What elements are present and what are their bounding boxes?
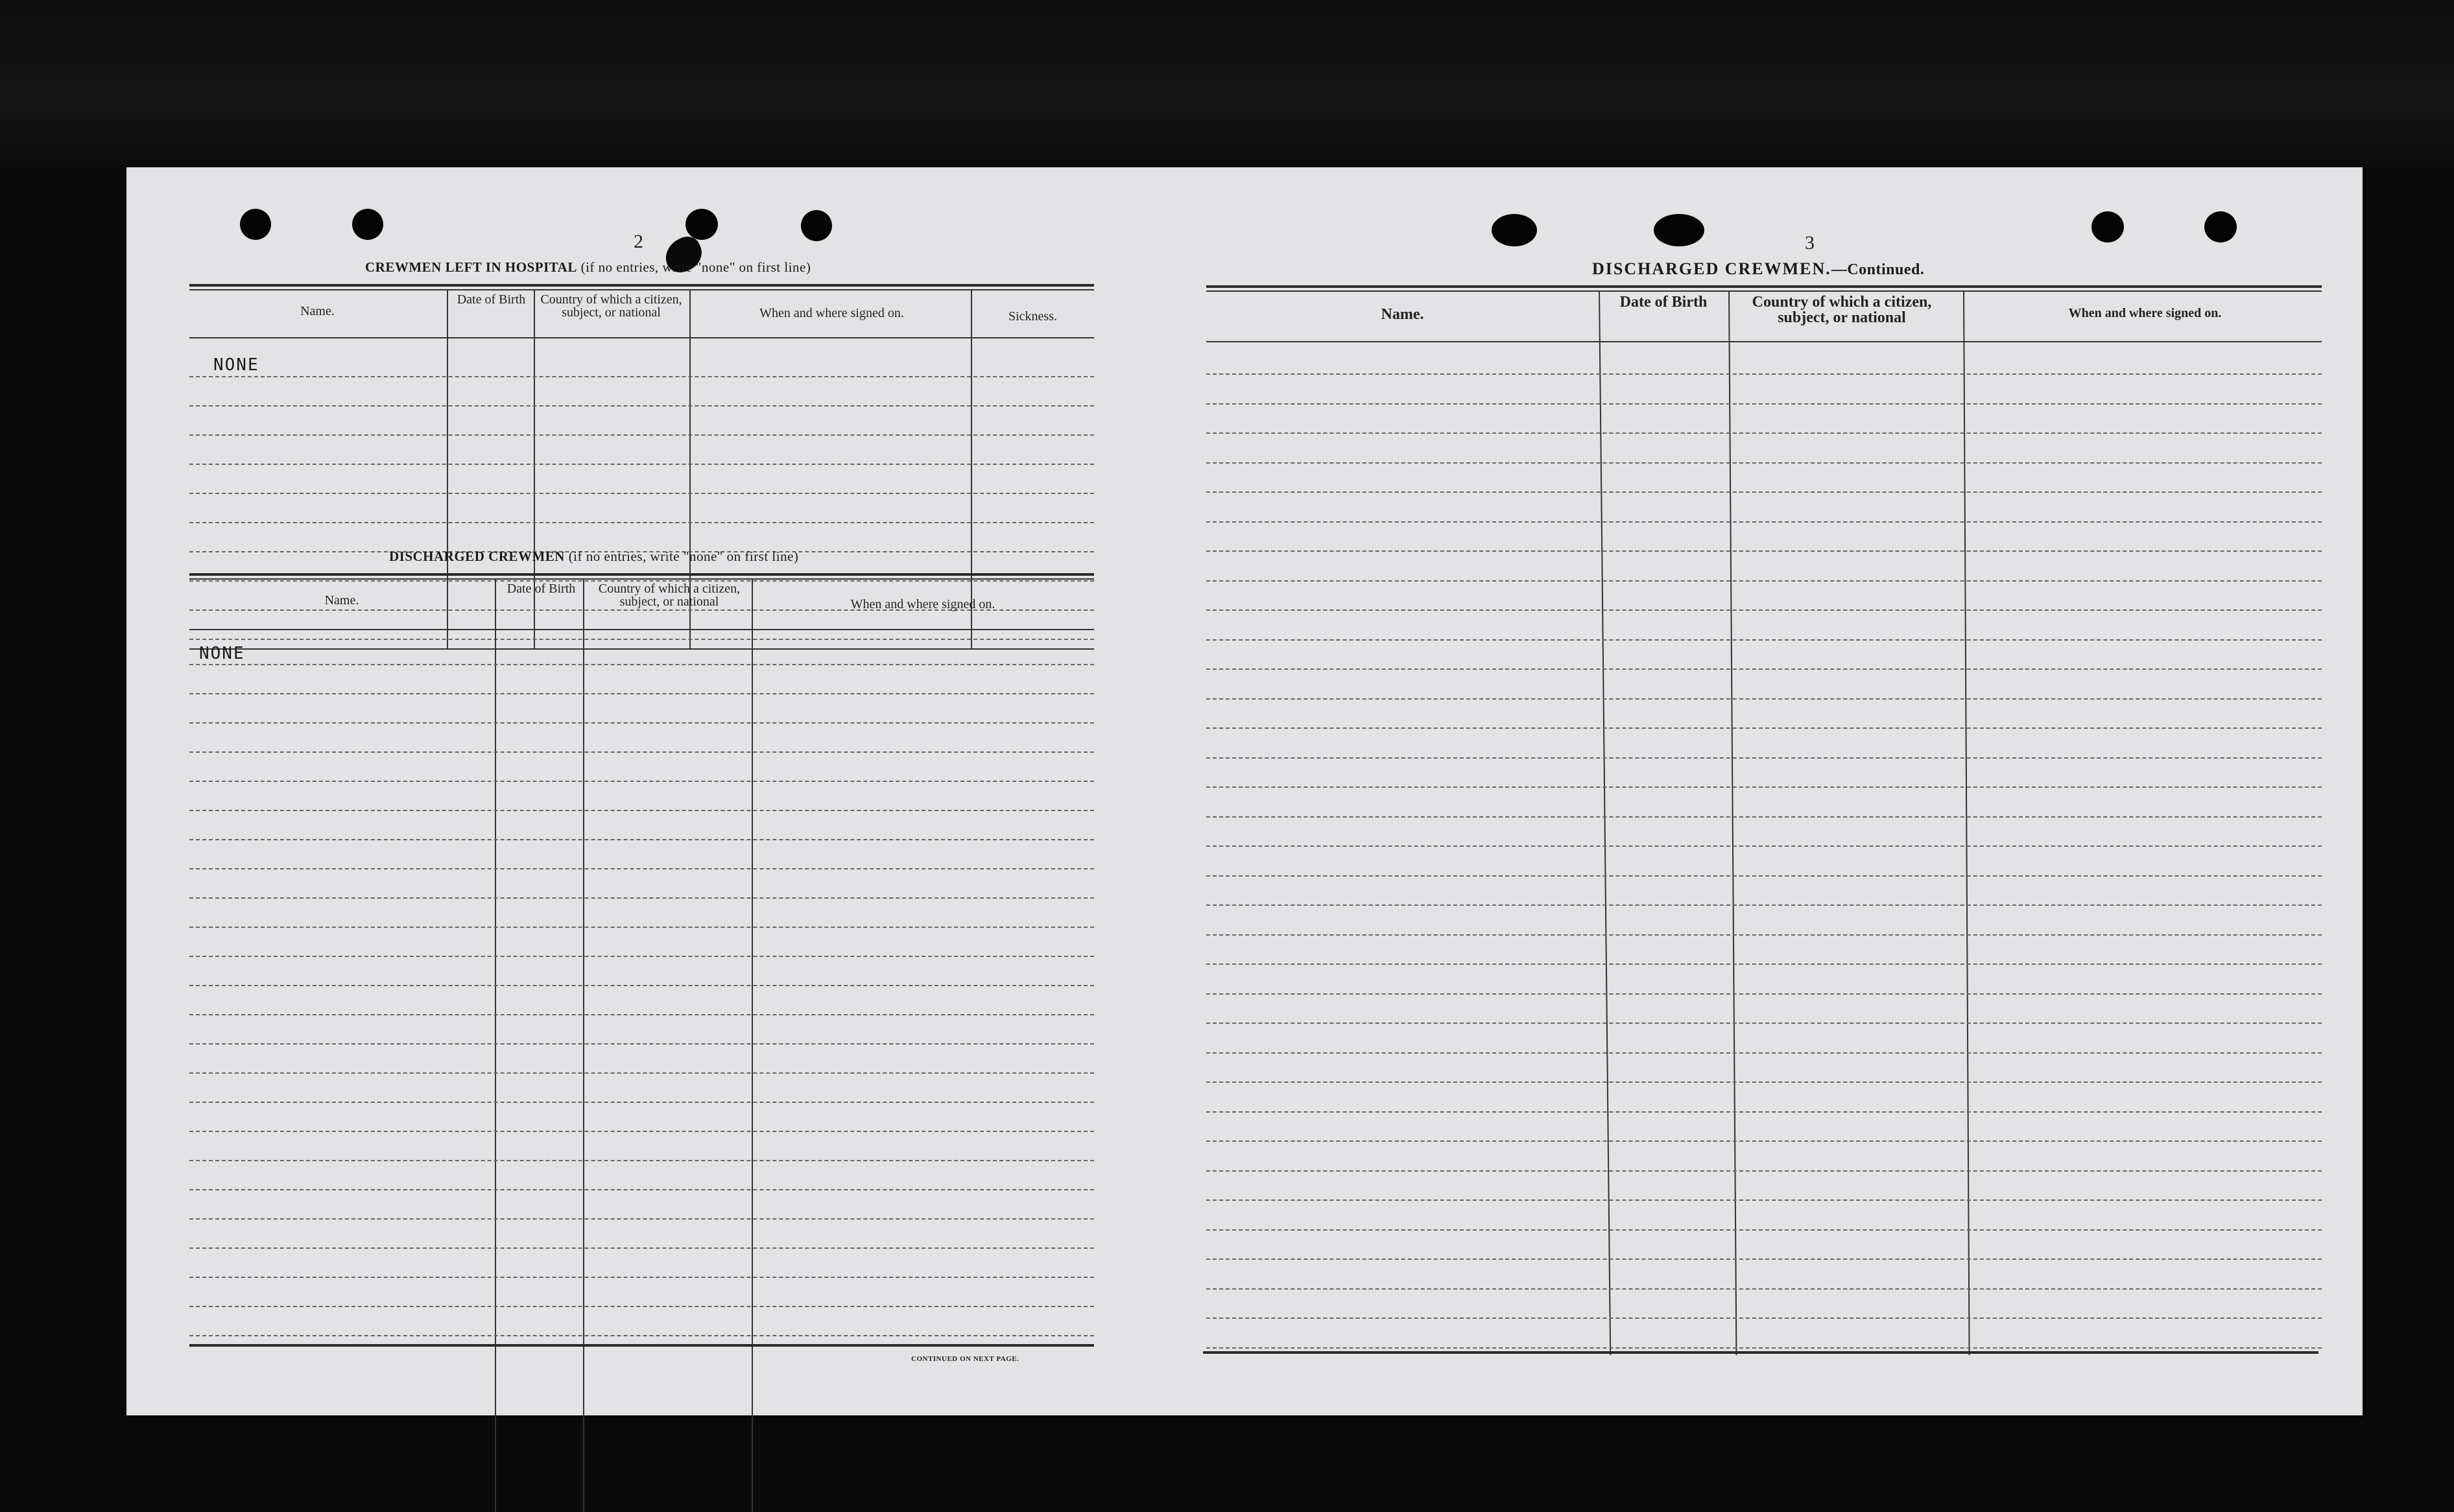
ruled-line xyxy=(1206,698,2322,700)
rule xyxy=(189,578,1094,580)
scanner-background xyxy=(0,0,2454,169)
column-divider xyxy=(1728,290,1737,1355)
ruled-line xyxy=(189,1131,1094,1132)
ruled-line xyxy=(189,1277,1094,1278)
ruled-line xyxy=(1206,875,2322,877)
ruled-line xyxy=(189,664,1094,665)
ruled-line xyxy=(1206,1081,2322,1083)
col-header-name: Name. xyxy=(324,593,359,608)
ruled-line xyxy=(1206,963,2322,965)
column-divider xyxy=(971,289,972,649)
ruled-line xyxy=(1206,727,2322,729)
col-header-country: Country of which a citizen, subject, or national xyxy=(540,292,682,320)
ruled-line xyxy=(189,493,1094,494)
col-header-name: Name. xyxy=(300,304,335,318)
ruled-line xyxy=(189,434,1094,436)
column-divider xyxy=(495,578,496,1512)
header-rule xyxy=(189,337,1094,338)
ruled-line xyxy=(189,839,1094,840)
ruled-line xyxy=(1206,993,2322,995)
continued-title-caps: DISCHARGED CREWMEN. xyxy=(1592,259,1831,278)
hospital-title-caps: CREWMEN LEFT IN HOSPITAL xyxy=(365,259,577,275)
ruled-line xyxy=(189,1218,1094,1220)
ruled-line xyxy=(1206,1199,2322,1201)
ruled-line xyxy=(1206,521,2322,523)
punch-hole xyxy=(801,210,832,241)
ruled-line xyxy=(1206,432,2322,434)
continued-title-note: —Continued. xyxy=(1831,261,1925,278)
manifest-page-spread xyxy=(126,167,2363,1415)
ruled-line xyxy=(1206,609,2322,611)
ruled-line xyxy=(1206,1229,2322,1231)
ruled-line xyxy=(1206,1052,2322,1054)
hospital-section-title xyxy=(365,259,811,276)
discharged-section-title xyxy=(389,549,798,565)
ruled-line xyxy=(189,868,1094,869)
ruled-line xyxy=(1206,1288,2322,1290)
punch-hole xyxy=(1492,214,1537,246)
col-header-sickness: Sickness. xyxy=(1008,309,1057,324)
col-header-signed-on: When and where signed on. xyxy=(850,597,995,611)
col-header-name: Name. xyxy=(1381,306,1424,323)
ruled-line xyxy=(189,405,1094,407)
continued-note: CONTINUED ON NEXT PAGE. xyxy=(911,1355,1019,1363)
ruled-line xyxy=(1206,1258,2322,1260)
punch-hole xyxy=(2091,211,2124,242)
ruled-line xyxy=(189,1102,1094,1103)
ruled-line xyxy=(189,1189,1094,1190)
ruled-line xyxy=(1206,816,2322,818)
ruled-line xyxy=(189,1043,1094,1045)
ruled-line xyxy=(1206,1317,2322,1319)
rule xyxy=(189,648,1094,650)
punch-hole xyxy=(352,209,383,240)
ruled-line xyxy=(1206,934,2322,936)
ruled-line xyxy=(189,522,1094,523)
ruled-line xyxy=(1206,1111,2322,1113)
ruled-line xyxy=(189,1335,1094,1336)
col-header-signed-on: When and where signed on. xyxy=(759,306,904,320)
rule xyxy=(189,284,1094,287)
column-divider xyxy=(1599,290,1611,1355)
header-rule xyxy=(1206,341,2322,342)
ruled-line xyxy=(1206,550,2322,552)
ruled-line xyxy=(1206,491,2322,493)
discharged-first-entry: NONE xyxy=(199,644,245,663)
ruled-line xyxy=(189,897,1094,899)
ruled-line xyxy=(189,927,1094,928)
ruled-line xyxy=(1206,639,2322,641)
ruled-line xyxy=(1206,1022,2322,1024)
ruled-line xyxy=(1206,1347,2322,1349)
ruled-line xyxy=(189,1160,1094,1161)
header-rule xyxy=(189,629,1094,630)
rule xyxy=(189,573,1094,576)
continued-section-title xyxy=(1592,259,1924,279)
page-number: 3 xyxy=(1805,232,1815,254)
ruled-line xyxy=(1206,373,2322,375)
ruled-line xyxy=(1206,403,2322,405)
col-header-signed-on: When and where signed on. xyxy=(2068,306,2222,320)
rule xyxy=(1206,285,2322,288)
column-divider xyxy=(1963,290,1970,1355)
ruled-line xyxy=(189,781,1094,782)
ruled-line xyxy=(1206,668,2322,670)
ruled-line xyxy=(1206,845,2322,847)
ruled-line xyxy=(189,985,1094,986)
column-divider xyxy=(752,578,753,1512)
hospital-title-note: (if no entries, write "none" on first line) xyxy=(577,259,811,275)
ruled-line xyxy=(189,639,1094,640)
ruled-line xyxy=(189,693,1094,694)
col-header-country: Country of which a citizen, subject, or national xyxy=(598,582,741,609)
ruled-line xyxy=(189,810,1094,811)
ruled-line xyxy=(189,1072,1094,1074)
ruled-line xyxy=(1206,1140,2322,1142)
ruled-line xyxy=(1206,1170,2322,1172)
hospital-first-entry: NONE xyxy=(213,355,259,375)
ruled-line xyxy=(1206,462,2322,464)
punch-hole xyxy=(2204,211,2237,242)
col-header-country: Country of which a citizen, subject, or national xyxy=(1752,294,1932,326)
ruled-line xyxy=(189,376,1094,377)
rule xyxy=(1203,1351,2318,1354)
column-divider xyxy=(583,578,584,1512)
discharged-title-note: (if no entries, write "none" on first line) xyxy=(564,549,799,564)
punch-hole xyxy=(1654,214,1704,246)
ruled-line xyxy=(1206,904,2322,906)
ruled-line xyxy=(189,464,1094,465)
ruled-line xyxy=(189,1306,1094,1307)
punch-hole xyxy=(685,209,718,240)
ruled-line xyxy=(1206,757,2322,759)
col-header-dob: Date of Birth xyxy=(506,582,576,596)
rule xyxy=(189,1344,1094,1347)
col-header-dob: Date of Birth xyxy=(457,292,526,307)
col-header-dob: Date of Birth xyxy=(1619,294,1708,311)
discharged-title-caps: DISCHARGED CREWMEN xyxy=(389,549,565,564)
ruled-line xyxy=(189,1247,1094,1249)
ruled-line xyxy=(189,722,1094,724)
ruled-line xyxy=(1206,580,2322,582)
page-number: 2 xyxy=(634,231,643,252)
ruled-line xyxy=(189,1014,1094,1015)
rule xyxy=(1206,290,2322,292)
rule xyxy=(189,289,1094,290)
punch-hole xyxy=(240,209,271,240)
ruled-line xyxy=(189,751,1094,753)
ruled-line xyxy=(1206,786,2322,788)
ruled-line xyxy=(189,956,1094,957)
